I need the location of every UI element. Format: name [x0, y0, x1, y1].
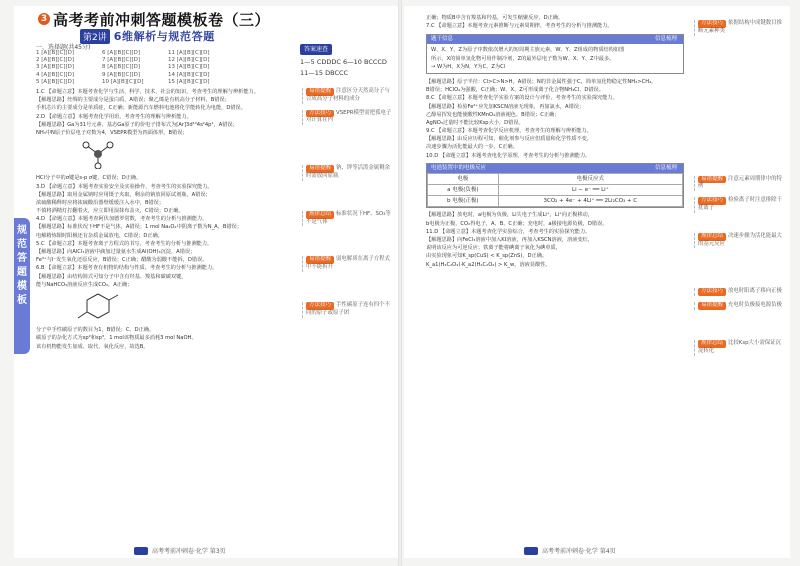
text-line: 【解题思路】丝绸的主要成分是蛋白质，A错误；聚乙烯是有机高分子材料，B错误； — [36, 97, 230, 104]
margin-note: 易错提醒 注意区分天然高分子与合成高分子材料的成分 — [302, 88, 394, 104]
margin-note: 规律总结 决速步骤为活化能最大的基元反应 — [694, 233, 786, 249]
margin-note: 方法技巧 VSEPR模型需把孤电子对计算在内 — [302, 110, 394, 126]
answer-row: 1 [A][B][C][D] 6 [A][B][C][D] 11 [A][B][C][D] — [36, 50, 210, 56]
page-subtitle: 6维解析与规范答题 — [113, 30, 215, 43]
text-line: 该有机物能发生加成、取代、氧化反应，故选B。 — [36, 343, 149, 350]
book-spine — [398, 0, 402, 566]
choice-heading: 一、选择题(共45分) — [36, 44, 91, 51]
text-line: 【解题思路】取用金属钠时应用镊子夹取，剩余的钠放回原试剂瓶，A错误； — [36, 191, 211, 198]
electrode-table-box — [426, 163, 684, 209]
margin-notes — [302, 88, 394, 324]
text-line: Fe³⁺与I⁻发生氧化还原反应，B错误；C正确；醋酸为弱酸不能拆，D错误。 — [36, 257, 208, 264]
text-line: 乙醇易挥发也能使酸性KMnO₄溶液褪色，B错误；C正确； — [426, 111, 560, 118]
text-line: 所示，X的简单氢化物可用作制冷剂，Z的最外层电子数为W、X、Y、Z中最多。 — [431, 55, 615, 62]
info-box — [426, 34, 684, 74]
table-tag: 信息梳理 — [654, 164, 677, 171]
answer-row: 5 [A][B][C][D] 10 [A][B][C][D] 15 [A][B][C][D] — [36, 78, 210, 85]
text-line: 【解题思路】放电时，a电极为负极，Li失电子生成Li⁺，Li⁺向正极移动， — [426, 212, 593, 219]
text-line: 【解题思路】由反应历程可知，催化剂参与反应但质量和化学性质不变， — [426, 136, 593, 143]
text-line: b电极为正极，CO₂得电子，A、B、C正确；充电时，a极接电源负极，D错误。 — [426, 220, 608, 227]
answer-sheet-grid — [36, 50, 286, 86]
text-line: 4.D 【命题立意】本题考查阿伏加德罗常数，考查考生的分析与推测能力。 — [36, 216, 208, 223]
text-line: 【解题思路】Ga为31号元素，基态Ga原子的价电子排布式为[Ar]3d¹⁰4s²4p¹，A错误； — [36, 121, 238, 128]
text-line: 【解题思路】向AlCl₃溶液中滴加过量氨水生成Al(OH)₃沉淀，A错误； — [36, 249, 196, 256]
text-line: 1.C 【命题立意】本题考查化学与生活、科学、技术、社会的知识，考查考生的理解与辨析能力。 — [36, 89, 259, 95]
answer-key-line: 1—5 CDDDC 6—10 BCCCD — [300, 58, 387, 66]
text-line: 7.C 【命题立意】本题考查元素推断与元素周期律，考查考生的分析与推测能力。 — [426, 23, 613, 30]
info-box-tag: 信息梳理 — [654, 36, 677, 43]
paper-number-badge: 3 — [38, 13, 50, 25]
margin-note: 易错提醒 钠、钾等活泼金属剩余时需放回原瓶 — [302, 165, 394, 181]
text-line: HCl分子中的σ键是s-p σ键，C错误；D正确。 — [36, 175, 142, 182]
text-line: 手机芯片的主要成分是单质硅，C正确；新能源汽车燃料电池将化学能转化为电能，D错误。 — [36, 105, 246, 112]
margin-notes — [694, 20, 786, 362]
text-line: 电解精炼铜时阳极还有杂质金属放电，C错误；D正确。 — [36, 232, 163, 239]
text-line: 8.C 【命题立意】本题考查化学实验方案的设计与评价，考查考生的实验探究能力。 — [426, 95, 618, 102]
table-title: 电池装置中的电极反应 — [431, 164, 487, 171]
electrode-table — [427, 173, 683, 208]
text-line: 正确；物质B中含有羧基和羟基，可发生缩聚反应，D正确。 — [426, 15, 564, 21]
table-row: b 电极(正极) 3CO₂ + 4e⁻ + 4Li⁺ ══ 2Li₂CO₃ + C — [428, 196, 683, 207]
text-line: 【解题思路】标准状况下HF不是气体，A错误；1 mol Na₂O₂中阴离子数为N_A，B错误； — [36, 224, 243, 231]
right-page — [404, 6, 790, 558]
text-line: 决速步骤为活化能最大的一步，C正确。 — [426, 144, 518, 151]
text-line: 5.C 【命题立意】本题考查离子方程式的书写，考查考生的分析与推测能力。 — [36, 240, 213, 247]
text-line: 【解题思路】检验Fe²⁺应先加KSCN溶液无现象，再加氯水，A错误； — [426, 103, 585, 110]
answer-key-box — [300, 44, 396, 79]
text-line: 9.C 【命题立意】本题考查化学反应机理，考查考生的理解与辨析能力。 — [426, 128, 592, 135]
page-footer: 高考考前冲刺卷·化学 第3页 — [134, 546, 226, 555]
subtitle-badge: 第2讲 — [80, 29, 110, 44]
answer-row: 2 [A][B][C][D] 7 [A][B][C][D] 12 [A][B][C][D] — [36, 57, 210, 64]
side-tab: 规范答题模板 — [14, 218, 30, 354]
text-line: K_a1(H₂C₂O₄)·K_a2(H₂C₂O₄) > K_w，溶液显酸性。 — [426, 261, 551, 268]
page-title: 高考考前冲刺答题模板卷（三） — [53, 10, 271, 29]
text-line: 11.D 【命题立意】本题考查化学实验综合，考查考生的实验探究能力。 — [426, 228, 591, 235]
solution-body — [36, 88, 294, 351]
table-header-row: 电极 电极反应式 — [428, 173, 683, 184]
text-line: 3.D 【命题立意】本题考查实验安全及实验操作，考查考生的实验探究能力。 — [36, 183, 213, 190]
margin-note: 方法技巧 依据结构中成键数目推断元素种类 — [694, 20, 786, 36]
text-line: AgNO₃过量时不能比较Ksp大小，D错误。 — [426, 119, 524, 126]
margin-note: 易错提醒 充电时负极接电源负极 — [694, 302, 786, 310]
margin-note: 易错提醒 弱电解质在离子方程式中不能拆开 — [302, 256, 394, 272]
info-box-title: 题干信息 — [431, 36, 454, 43]
molecule-structure-icon — [76, 139, 120, 169]
margin-note: 方法技巧 手性碳原子连有四个不同的原子或原子团 — [302, 302, 394, 318]
solution-body — [426, 14, 684, 269]
subtitle-row — [80, 28, 215, 44]
text-line: 说明该反应为可逆反应；铁离子能将碘离子氧化为碘单质， — [426, 245, 561, 252]
text-line: 不慎将酒精灯打翻着火，应立即用湿抹布盖灭，C错误；D正确。 — [36, 208, 184, 215]
answer-row: 3 [A][B][C][D] 8 [A][B][C][D] 13 [A][B][C][D] — [36, 64, 210, 71]
margin-note: 规律总结 比较Ksp大小需保证沉淀转化 — [694, 340, 786, 356]
answer-row: 4 [A][B][C][D] 9 [A][B][C][D] 14 [A][B][C][D] — [36, 71, 210, 78]
text-line: 碳原子的杂化方式为sp²和sp³，1 mol该物质最多消耗3 mol NaOH。 — [36, 335, 197, 342]
organic-structure-icon — [76, 291, 120, 321]
text-line: 浓硫酸稀释时应将浓硫酸沿器壁缓缓注入水中，B错误； — [36, 199, 165, 206]
text-line: 【解题思路】由结构简式可知分子中含有羟基、羧基和碳碳双键， — [36, 273, 187, 280]
answer-key-line: 11—15 DBCCC — [300, 69, 349, 77]
text-line: 能与NaHCO₃溶液反应生成CO₂，A正确； — [36, 281, 133, 288]
text-line: 由实验现象可知K_sp(CuS) < K_sp(ZnS)，D正确。 — [426, 253, 548, 260]
margin-note: 方法技巧 放电时阳离子移向正极 — [694, 288, 786, 296]
text-line: B错误；HClO₄为强酸，C正确；W、X、Z可形成离子化合物NH₄Cl，D错误。 — [426, 87, 604, 94]
margin-note: 易错提醒 注意元素周期律中的特例 — [694, 176, 786, 192]
left-page — [14, 6, 400, 558]
text-line: W、X、Y、Z为原子序数依次增大的短周期主族元素，W、Y、Z组成的物质结构如图 — [431, 47, 625, 54]
page-footer: 高考考前冲刺卷·化学 第4页 — [524, 546, 616, 555]
margin-note: 规律总结 标准状况下HF、SO₃等不是气体 — [302, 211, 394, 227]
publisher-logo-icon — [134, 547, 148, 555]
margin-note: 方法技巧 检验离子时注意排除干扰离子 — [694, 197, 786, 213]
answer-key-heading: 答案速查 — [300, 44, 332, 55]
text-line: 6.B 【命题立意】本题考查有机物的结构与性质，考查考生的分析与推测能力。 — [36, 265, 218, 272]
text-line: 【解题思路】原子半径：Cl>C>N>H，A错误；N的非金属性强于C，简单氢化物稳定性NH₃>CH₄， — [426, 78, 657, 85]
text-line: 【解题思路】向FeCl₃溶液中加入KI溶液，再加入KSCN溶液，溶液变红， — [426, 236, 594, 243]
publisher-logo-icon — [524, 547, 538, 555]
table-row: a 电极(负极) Li − e⁻ ══ Li⁺ — [428, 185, 683, 196]
title-row — [38, 10, 270, 28]
text-line: → W为H，X为N，Y为C，Z为Cl — [431, 63, 506, 70]
text-line: 分子中手性碳原子的数目为1，B错误；C、D正确。 — [36, 327, 155, 334]
text-line: NH₃中N原子价层电子对数为4，VSEPR模型为四面体形，B错误； — [36, 129, 188, 136]
text-line: 2.D 【命题立意】本题考查化学用语，考查考生的理解与辨析能力。 — [36, 113, 192, 120]
text-line: 10.D 【命题立意】本题考查电化学原理，考查考生的分析与推测能力。 — [426, 152, 591, 159]
